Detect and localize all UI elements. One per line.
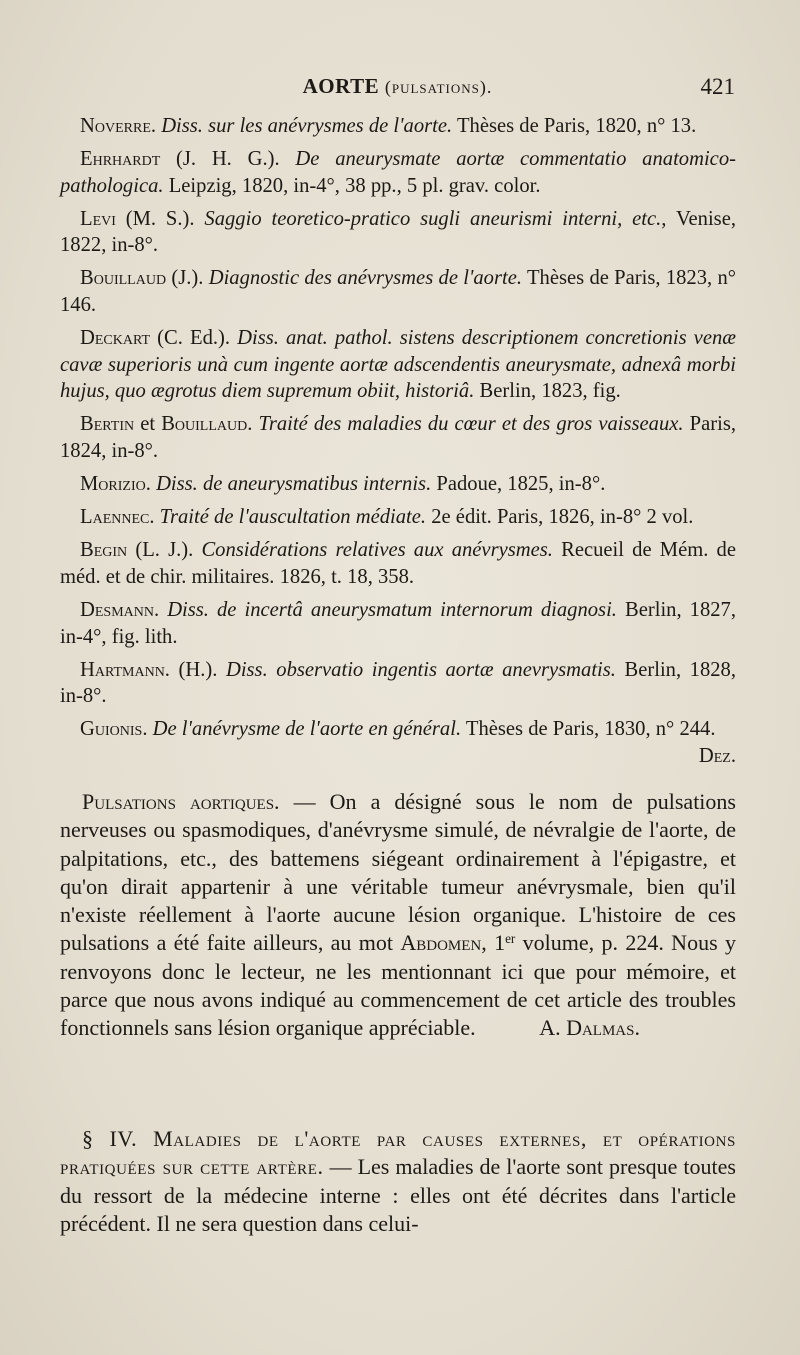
- bibliography-entry: Noverre. Diss. sur les anévrysmes de l'aorte. Thèses de Paris, 1820, n° 13.: [80, 115, 697, 137]
- running-title-main: AORTE: [302, 74, 380, 98]
- bibliography-entry: Morizio. Diss. de aneurysmatibus internis. Padoue, 1825, in-8°.: [80, 473, 606, 496]
- bibliography-entry: Begin (L. J.). Considérations relatives aux anévrysmes. Recueil de Mém. de méd. et de chir. militaires. 1826, t. 18, 358.: [60, 539, 736, 588]
- bibliography-entry: Desmann. Diss. de incertâ aneurysmatum internorum diagnosi. Berlin, 1827, in-4°, fig. lith.: [60, 599, 736, 648]
- section-paragraph: § IV. Maladies de l'aorte par causes externes, et opérations pratiquées sur cette artère. — Les maladies de l'aorte sont presque toutes du ressort de la médecine interne : elles ont été décrites dans l'article précédent. Il ne sera question dans celui-: [60, 1126, 736, 1236]
- bibliography-entry: Ehrhardt (J. H. G.). De aneurysmate aortæ commentatio anatomico-pathologica. Leipzig, 1820, in-4°, 38 pp., 5 pl. grav. color.: [60, 148, 736, 197]
- bibliography-entry: Deckart (C. Ed.). Diss. anat. pathol. sistens descriptionem concretionis venæ cavæ superioris unà cum ingente aortæ adscendentis aneurysmate, adnexâ morbi hujus, quo ægrotus diem supremum obiit, historiâ. Berlin, 1823, fig.: [60, 327, 736, 403]
- bibliography-list: [60, 113, 736, 776]
- bibliography-entry: Bertin et Bouillaud. Traité des maladies du cœur et des gros vaisseaux. Paris, 1824, in-8°.: [60, 413, 736, 463]
- cross-reference: Abdomen: [400, 930, 482, 956]
- pulsations-paragraph: Pulsations aortiques. — On a désigné sous le nom de pulsations nerveuses ou spasmodiques, d'anévrysme simulé, de névralgie de l'aorte, de palpitations, etc., des battemens siégeant ordinairement à l'épigastre, et qu'on dirait appartenir à une véritable tumeur anévrysmale, bien qu'il n'existe réellement à l'aorte aucune lésion organique. L'histoire de ces pulsations a été faite ailleurs, au mot Abdomen, 1er volume, p. 224. Nous y renvoyons donc le lecteur, ne les mentionnant ici que pour mémoire, et parce que nous avons indiqué au commencement de cet article des troubles fonctionnels sans lésion organique appréciable. A. Dalmas.: [60, 788, 736, 1043]
- page-header: [60, 74, 735, 108]
- bibliography-entry: Laennec. Traité de l'auscultation médiate. 2e édit. Paris, 1826, in-8° 2 vol.: [80, 506, 694, 529]
- page-number: 421: [700, 74, 735, 99]
- entry-heading: Pulsations aortiques.: [82, 789, 280, 814]
- running-title: [60, 74, 735, 99]
- bibliography-entry: Bouillaud (J.). Diagnostic des anévrysmes de l'aorte. Thèses de Paris, 1823, n° 146.: [60, 267, 736, 317]
- author-signature: Dez.: [698, 744, 736, 767]
- author-signature: A. Dalmas.: [539, 1015, 640, 1041]
- bibliography-entry: Guionis. De l'anévrysme de l'aorte en général. Thèses de Paris, 1830, n° 244. Dez.: [60, 716, 736, 769]
- section-heading: § IV. Maladies de l'aorte par causes externes, et opérations pratiquées sur cette artère.: [60, 1126, 736, 1180]
- bibliography-entry: Levi (M. S.). Saggio teoretico-pratico sugli aneurismi interni, etc., Venise, 1822, in-8°.: [60, 207, 736, 257]
- bibliography-entry: Hartmann. (H.). Diss. observatio ingentis aortæ anevrysmatis. Berlin, 1828, in-8°.: [60, 658, 737, 708]
- running-title-sub: (pulsations).: [384, 77, 493, 97]
